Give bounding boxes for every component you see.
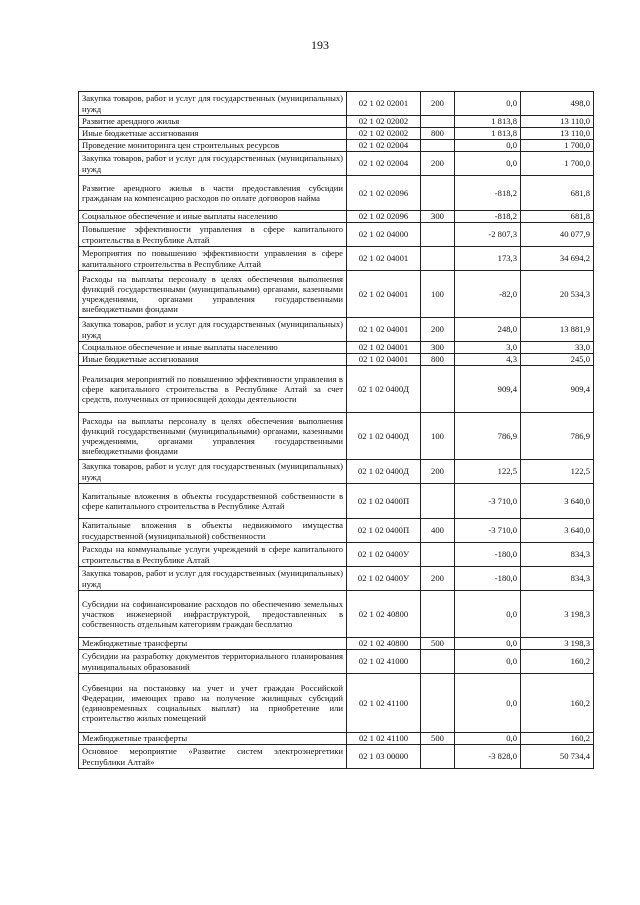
row-name-cell: Расходы на выплаты персоналу в целях обеспечения выполнения функций государственными (муниципальными) органами, казенными учреждениями, органами управления государственными внебюджетными фондами: [79, 413, 347, 460]
table-row: [79, 638, 594, 650]
row-name-cell: Социальное обеспечение и иные выплаты населению: [79, 342, 347, 354]
row-expense-type-cell: [421, 591, 455, 638]
row-name-cell: Развитие арендного жилья в части предоставления субсидии гражданам на компенсацию расходов по оплате договоров найма: [79, 176, 347, 211]
page-number: 193: [311, 38, 329, 52]
row-expense-type-cell: 200: [421, 152, 455, 176]
table-row: [79, 460, 594, 484]
row-code-cell: 02 1 02 40800: [347, 638, 421, 650]
row-change-cell: 122,5: [455, 460, 521, 484]
row-change-cell: 0,0: [455, 140, 521, 152]
row-change-cell: 0,0: [455, 733, 521, 745]
row-expense-type-cell: 300: [421, 342, 455, 354]
row-expense-type-cell: 800: [421, 354, 455, 366]
table-row: [79, 650, 594, 674]
row-expense-type-cell: 200: [421, 567, 455, 591]
row-total-cell: 909,4: [521, 366, 594, 413]
row-change-cell: 0,0: [455, 152, 521, 176]
table-row: [79, 223, 594, 247]
row-total-cell: 13 881,9: [521, 318, 594, 342]
row-total-cell: 160,2: [521, 650, 594, 674]
table-row: [79, 413, 594, 460]
row-change-cell: 909,4: [455, 366, 521, 413]
table-row: [79, 366, 594, 413]
row-change-cell: 0,0: [455, 674, 521, 733]
table-row: [79, 247, 594, 271]
row-name-cell: Мероприятия по повышению эффективности управления в сфере капитального строительства в Республике Алтай: [79, 247, 347, 271]
row-total-cell: 13 110,0: [521, 128, 594, 140]
row-expense-type-cell: [421, 140, 455, 152]
row-name-cell: Проведение мониторинга цен строительных ресурсов: [79, 140, 347, 152]
row-name-cell: Иные бюджетные ассигнования: [79, 128, 347, 140]
row-expense-type-cell: 200: [421, 318, 455, 342]
row-code-cell: 02 1 02 41000: [347, 650, 421, 674]
row-expense-type-cell: 100: [421, 271, 455, 318]
row-expense-type-cell: 400: [421, 519, 455, 543]
row-code-cell: 02 1 02 02096: [347, 211, 421, 223]
row-code-cell: 02 1 02 0400Д: [347, 460, 421, 484]
row-name-cell: Капитальные вложения в объекты недвижимого имущества государственной (муниципальной) собственности: [79, 519, 347, 543]
row-code-cell: 02 1 02 0400П: [347, 484, 421, 519]
row-code-cell: 02 1 02 04001: [347, 247, 421, 271]
row-change-cell: -818,2: [455, 176, 521, 211]
row-total-cell: 786,9: [521, 413, 594, 460]
row-total-cell: 1 700,0: [521, 140, 594, 152]
row-name-cell: Закупка товаров, работ и услуг для государственных (муниципальных) нужд: [79, 92, 347, 116]
row-expense-type-cell: [421, 176, 455, 211]
row-total-cell: 40 077,9: [521, 223, 594, 247]
table-row: [79, 128, 594, 140]
row-name-cell: Расходы на коммунальные услуги учреждений в сфере капитального строительства в Республике Алтай: [79, 543, 347, 567]
row-code-cell: 02 1 02 41100: [347, 674, 421, 733]
row-expense-type-cell: 200: [421, 460, 455, 484]
row-name-cell: Закупка товаров, работ и услуг для государственных (муниципальных) нужд: [79, 567, 347, 591]
row-total-cell: 3 198,3: [521, 591, 594, 638]
row-name-cell: Социальное обеспечение и иные выплаты населению: [79, 211, 347, 223]
row-change-cell: -180,0: [455, 543, 521, 567]
row-code-cell: 02 1 02 04001: [347, 318, 421, 342]
table-row: [79, 591, 594, 638]
row-total-cell: 33,0: [521, 342, 594, 354]
table-row: [79, 745, 594, 769]
row-code-cell: 02 1 02 02001: [347, 92, 421, 116]
table-row: [79, 211, 594, 223]
row-code-cell: 02 1 02 0400Д: [347, 413, 421, 460]
row-name-cell: Повышение эффективности управления в сфере капитального строительства в Республике Алтай: [79, 223, 347, 247]
row-name-cell: Реализация мероприятий по повышению эффективности управления в сфере капитального строительства в Республике Алтай за счет средств, полученных от приносящей доходы деятельности: [79, 366, 347, 413]
row-expense-type-cell: [421, 650, 455, 674]
row-total-cell: 245,0: [521, 354, 594, 366]
budget-table-body: [79, 92, 594, 769]
row-total-cell: 122,5: [521, 460, 594, 484]
row-code-cell: 02 1 02 0400У: [347, 543, 421, 567]
row-total-cell: 160,2: [521, 733, 594, 745]
row-expense-type-cell: [421, 116, 455, 128]
row-code-cell: 02 1 02 04000: [347, 223, 421, 247]
row-name-cell: Межбюджетные трансферты: [79, 733, 347, 745]
row-expense-type-cell: 500: [421, 638, 455, 650]
row-code-cell: 02 1 02 04001: [347, 354, 421, 366]
row-expense-type-cell: 800: [421, 128, 455, 140]
row-name-cell: Расходы на выплаты персоналу в целях обеспечения выполнения функций государственными (муниципальными) органами, казенными учреждениями, органами управления государственными внебюджетными фондами: [79, 271, 347, 318]
row-change-cell: 1 813,8: [455, 128, 521, 140]
table-row: [79, 318, 594, 342]
row-expense-type-cell: 300: [421, 211, 455, 223]
row-code-cell: 02 1 02 04001: [347, 271, 421, 318]
row-expense-type-cell: [421, 223, 455, 247]
row-change-cell: 248,0: [455, 318, 521, 342]
table-row: [79, 271, 594, 318]
row-expense-type-cell: [421, 484, 455, 519]
row-expense-type-cell: [421, 247, 455, 271]
row-change-cell: 786,9: [455, 413, 521, 460]
row-expense-type-cell: [421, 543, 455, 567]
row-name-cell: Субвенции на постановку на учет и учет граждан Российской Федерации, имеющих право на получение жилищных субсидий (единовременных социальных выплат) на приобретение или строительство жилых помещений: [79, 674, 347, 733]
row-code-cell: 02 1 02 02004: [347, 140, 421, 152]
table-row: [79, 733, 594, 745]
row-change-cell: -3 710,0: [455, 484, 521, 519]
row-change-cell: 4,3: [455, 354, 521, 366]
row-code-cell: 02 1 02 02002: [347, 128, 421, 140]
row-change-cell: 0,0: [455, 591, 521, 638]
row-expense-type-cell: [421, 366, 455, 413]
row-change-cell: 1 813,8: [455, 116, 521, 128]
row-code-cell: 02 1 02 02096: [347, 176, 421, 211]
row-change-cell: 173,3: [455, 247, 521, 271]
row-code-cell: 02 1 02 0400У: [347, 567, 421, 591]
row-name-cell: Капитальные вложения в объекты государственной собственности в сфере капитального строительства в Республике Алтай: [79, 484, 347, 519]
row-expense-type-cell: 500: [421, 733, 455, 745]
row-code-cell: 02 1 02 0400Д: [347, 366, 421, 413]
row-change-cell: -3 828,0: [455, 745, 521, 769]
row-total-cell: 681,8: [521, 176, 594, 211]
table-row: [79, 140, 594, 152]
row-change-cell: 0,0: [455, 650, 521, 674]
table-row: [79, 674, 594, 733]
row-code-cell: 02 1 02 02002: [347, 116, 421, 128]
row-total-cell: 13 110,0: [521, 116, 594, 128]
row-change-cell: 0,0: [455, 638, 521, 650]
row-change-cell: -818,2: [455, 211, 521, 223]
row-code-cell: 02 1 02 02004: [347, 152, 421, 176]
row-code-cell: 02 1 02 41100: [347, 733, 421, 745]
row-total-cell: 160,2: [521, 674, 594, 733]
row-total-cell: 3 640,0: [521, 484, 594, 519]
row-name-cell: Иные бюджетные ассигнования: [79, 354, 347, 366]
row-change-cell: -82,0: [455, 271, 521, 318]
row-expense-type-cell: [421, 674, 455, 733]
row-name-cell: Закупка товаров, работ и услуг для государственных (муниципальных) нужд: [79, 318, 347, 342]
row-name-cell: Субсидии на разработку документов территориального планирования муниципальных образований: [79, 650, 347, 674]
table-row: [79, 176, 594, 211]
budget-table: [78, 91, 594, 769]
table-row: [79, 519, 594, 543]
row-total-cell: 3 640,0: [521, 519, 594, 543]
row-name-cell: Основное мероприятие «Развитие систем электроэнергетики Республики Алтай»: [79, 745, 347, 769]
row-code-cell: 02 1 02 40800: [347, 591, 421, 638]
table-row: [79, 342, 594, 354]
table-row: [79, 484, 594, 519]
row-change-cell: -180,0: [455, 567, 521, 591]
row-total-cell: 1 700,0: [521, 152, 594, 176]
row-expense-type-cell: [421, 745, 455, 769]
table-row: [79, 543, 594, 567]
row-total-cell: 834,3: [521, 567, 594, 591]
row-total-cell: 834,3: [521, 543, 594, 567]
row-code-cell: 02 1 02 0400П: [347, 519, 421, 543]
row-code-cell: 02 1 02 04001: [347, 342, 421, 354]
row-expense-type-cell: 200: [421, 92, 455, 116]
row-total-cell: 3 198,3: [521, 638, 594, 650]
row-name-cell: Субсидии на софинансирование расходов по обеспечению земельных участков инженерной инфраструктурой, предоставленных в собственность отдельным категориям граждан бесплатно: [79, 591, 347, 638]
row-name-cell: Межбюджетные трансферты: [79, 638, 347, 650]
row-change-cell: -3 710,0: [455, 519, 521, 543]
table-row: [79, 92, 594, 116]
row-total-cell: 20 534,3: [521, 271, 594, 318]
row-name-cell: Закупка товаров, работ и услуг для государственных (муниципальных) нужд: [79, 460, 347, 484]
row-total-cell: 34 694,2: [521, 247, 594, 271]
row-code-cell: 02 1 03 00000: [347, 745, 421, 769]
row-change-cell: 0,0: [455, 92, 521, 116]
row-total-cell: 498,0: [521, 92, 594, 116]
row-name-cell: Закупка товаров, работ и услуг для государственных (муниципальных) нужд: [79, 152, 347, 176]
row-expense-type-cell: 100: [421, 413, 455, 460]
row-change-cell: 3,0: [455, 342, 521, 354]
table-row: [79, 567, 594, 591]
row-total-cell: 50 734,4: [521, 745, 594, 769]
row-total-cell: 681,8: [521, 211, 594, 223]
table-row: [79, 152, 594, 176]
table-row: [79, 354, 594, 366]
table-row: [79, 116, 594, 128]
row-change-cell: -2 807,3: [455, 223, 521, 247]
row-name-cell: Развитие арендного жилья: [79, 116, 347, 128]
